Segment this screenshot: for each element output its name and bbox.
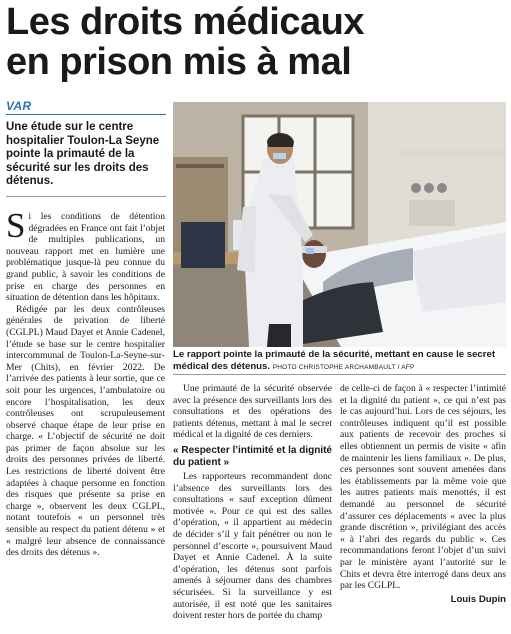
article-subhead: « Respecter l’intimité et la dignité du patient » [173,444,332,468]
article-paragraph-2: Rédigée par les deux contrôleuses générales de privation de liberté (CGLPL) Maud Dayet et Annie Cadenel, l’étude se base sur le centre hospitalier intercommunal de Toulon-La-Seyne-sur-Mer (Chits), en février 2022. De l’arrivée des patients à leur sortie, que ce soit pour les urgences, l’ambulatoire ou encore l’hospitalisation, les deux contrôleuses ont scrupuleusement observé chaque étape de leur prise en charge. « L’objectif de sécurité ne doit pas primer de façon absolue sur les droits des personnes privées de liberté. Les restrictions de liberté doivent être adaptées à chaque personne en fonction des risques que présente sa prise en charge », observent les deux CGLPL, notant toutefois « un personnel très sensible au respect du patient détenu » et « malgré leur absence de connaissance des droits des détenus ». [6,303,165,559]
article-column-2 [173,383,332,622]
headline-line-2: en prison mis à mal [6,41,352,83]
caption-rule [173,374,506,375]
article-photo [173,102,506,347]
article-paragraph-4: Les rapporteurs recommandent donc l’absence des surveillants lors des consultations « sauf exception dûment motivée ». Pour ce qui est des salles d’opération, « il appartient au médecin de décider s’il y fait pénétrer ou non le personnel d’escorte », poursuivent Maud Dayet et Annie Cadenel. À la suite d’opération, les détenus sont parfois amenés à séjourner dans des chambres sécurisées. Si la surveillance y est autorisée, il est noté que les sanitaires doivent rester hors de portée du champ [173,470,332,622]
hospital-room-illustration [173,102,506,347]
article-column-3 [340,383,506,605]
caption-text: Le rapport pointe la primauté de la sécurité, mettant en cause le secret médical des détenus. [173,349,496,372]
article-column-1 [6,206,165,559]
photo-caption [173,349,506,373]
article-paragraph-4-continued: de celle-ci de façon à « respecter l’intimité et la dignité du patient », ce qui n’est pas le cas aujourd’hui. Lors de ces séjours, les contrôleuses indiquent qu’il est possible aux patients de recevoir des proches si elles obtiennent un permis de visite « afin de maintenir les liens familiaux ». De plus, ces personnes sont souvent amenées dans les établissements par la même voie que les autres patients mais menottés, il est demandé au personnel de sécurité d’assurer ces déplacements « avec la plus grande discrétion », privilégiant des accès « à l’abri des regards du public ». Ces recommandations feront l’objet d’un suivi par le ministère ayant l’autorité sur le Chits et devra être interrogé dans deux ans par les CGLPL. [340,383,506,592]
article-paragraph-1 [6,206,165,304]
byline: Louis Dupin [450,593,506,605]
paragraph-1-text: i les conditions de détention dégradées en France ont fait l’objet de multiples publications, un nouveau rapport met en lumière une problématique jusque-là peu connue du grand public, à savoir les conditions de prise en charge des personnes en situation de détention dans les hôpitaux. [6,211,165,304]
article-paragraph-3: Une primauté de la sécurité observée avec la présence des surveillants lors des consultations et des opérations des patients détenus, mettant à mal le secret médical et la dignité de ces derniers. [173,383,332,441]
headline [6,2,506,82]
rubric-label: VAR [6,99,32,113]
deck-summary: Une étude sur le centre hospitalier Toulon-La Seyne pointe la primauté de la sécurité sur les droits des détenus. [6,121,160,188]
headline-line-1: Les droits médicaux [6,1,364,43]
drop-cap: S [6,206,26,245]
photo-credit: PHOTO CHRISTOPHE ARCHAMBAULT / AFP [272,363,415,371]
deck-rule [6,196,166,197]
rubric-rule [6,114,166,115]
